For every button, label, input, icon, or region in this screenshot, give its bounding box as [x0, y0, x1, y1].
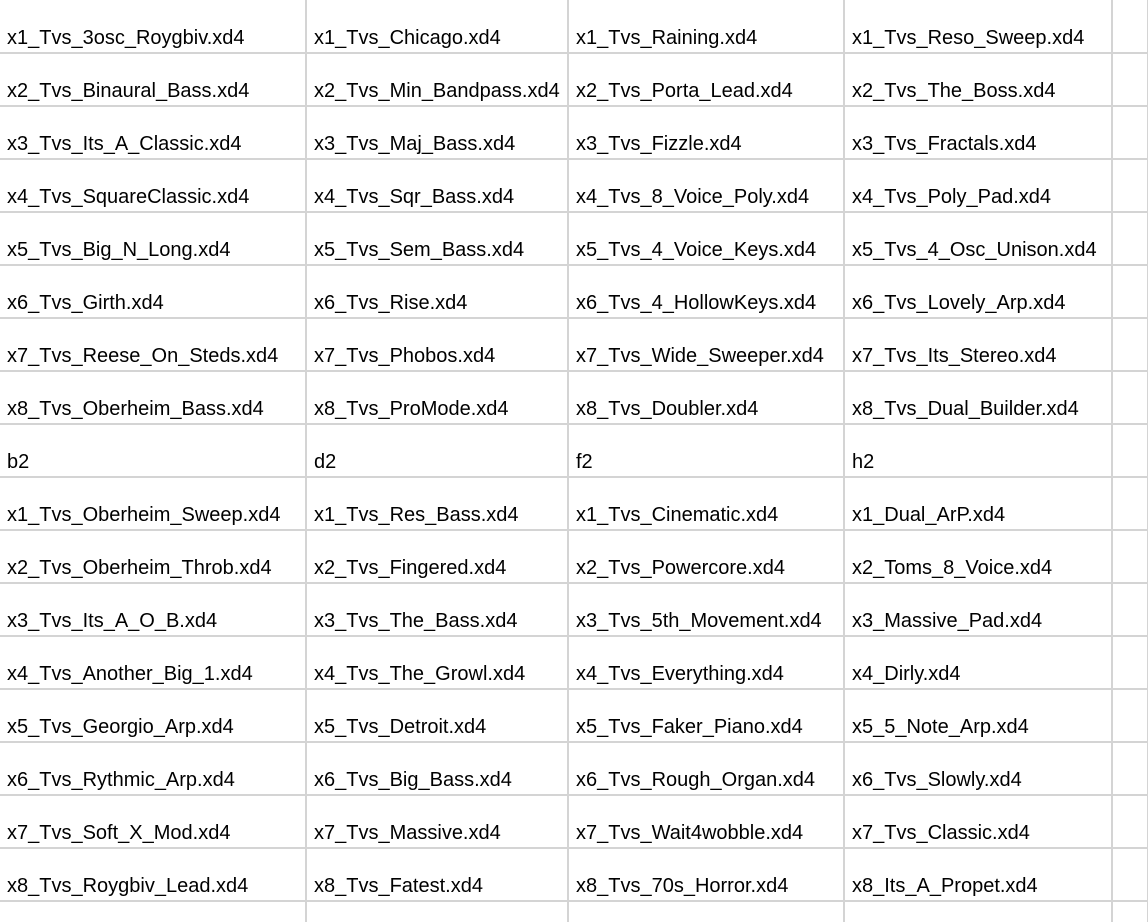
cell-text: x2_Toms_8_Voice.xd4	[852, 557, 1053, 579]
cell-d2[interactable]	[844, 53, 1112, 106]
cell-d10[interactable]	[844, 477, 1112, 530]
cell-b6[interactable]	[306, 265, 568, 318]
cell-text: x6_Tvs_4_HollowKeys.xd4	[576, 292, 817, 314]
cell-d7[interactable]	[844, 318, 1112, 371]
cell-text: f2	[576, 451, 593, 473]
cell-text: x5_Tvs_Sem_Bass.xd4	[314, 239, 525, 261]
cell-text: x5_Tvs_4_Voice_Keys.xd4	[576, 239, 817, 261]
cell-c9[interactable]	[568, 424, 844, 477]
cell-text: x8_Tvs_Roygbiv_Lead.xd4	[7, 875, 249, 897]
cell-a10[interactable]	[0, 477, 306, 530]
cell-b4[interactable]	[306, 159, 568, 212]
cell-b8[interactable]	[306, 371, 568, 424]
cell-text: x3_Tvs_5th_Movement.xd4	[576, 610, 822, 632]
cell-c15[interactable]	[568, 742, 844, 795]
cell-text: x8_Tvs_Oberheim_Bass.xd4	[7, 398, 264, 420]
cell-text: x2_Tvs_Powercore.xd4	[576, 557, 785, 579]
table-row	[0, 477, 1148, 530]
table-row	[0, 901, 1148, 922]
cell-d12[interactable]	[844, 583, 1112, 636]
cell-d4[interactable]	[844, 159, 1112, 212]
cell-e10[interactable]	[1112, 477, 1148, 530]
cell-text: x6_Tvs_Slowly.xd4	[852, 769, 1022, 791]
cell-text: x3_Tvs_The_Bass.xd4	[314, 610, 518, 632]
cell-a3[interactable]	[0, 106, 306, 159]
cell-text: x1_Tvs_Cinematic.xd4	[576, 504, 779, 526]
cell-text: x7_Tvs_Soft_X_Mod.xd4	[7, 822, 231, 844]
cell-e12[interactable]	[1112, 583, 1148, 636]
cell-text: x1_Tvs_Oberheim_Sweep.xd4	[7, 504, 281, 526]
cell-e8[interactable]	[1112, 371, 1148, 424]
cell-c14[interactable]	[568, 689, 844, 742]
cell-text: x6_Tvs_Rythmic_Arp.xd4	[7, 769, 235, 791]
cell-a15[interactable]	[0, 742, 306, 795]
cell-text: x8_Tvs_70s_Horror.xd4	[576, 875, 789, 897]
cell-text: x3_Tvs_Fractals.xd4	[852, 133, 1037, 155]
cell-e3[interactable]	[1112, 106, 1148, 159]
table-row	[0, 583, 1148, 636]
table-row	[0, 0, 1148, 53]
cell-a17[interactable]	[0, 848, 306, 901]
cell-e16[interactable]	[1112, 795, 1148, 848]
cell-c7[interactable]	[568, 318, 844, 371]
cell-c4[interactable]	[568, 159, 844, 212]
cell-text: x1_Tvs_Reso_Sweep.xd4	[852, 27, 1085, 49]
cell-text: x4_Tvs_Sqr_Bass.xd4	[314, 186, 515, 208]
cell-a14[interactable]	[0, 689, 306, 742]
cell-text: x7_Tvs_Classic.xd4	[852, 822, 1030, 844]
cell-text: x5_5_Note_Arp.xd4	[852, 716, 1029, 738]
cell-d6[interactable]	[844, 265, 1112, 318]
cell-d13[interactable]	[844, 636, 1112, 689]
cell-e6[interactable]	[1112, 265, 1148, 318]
table-row	[0, 742, 1148, 795]
cell-text: x6_Tvs_Girth.xd4	[7, 292, 164, 314]
cell-text: x4_Tvs_Another_Big_1.xd4	[7, 663, 253, 685]
cell-e2[interactable]	[1112, 53, 1148, 106]
table-row	[0, 53, 1148, 106]
cell-b14[interactable]	[306, 689, 568, 742]
cell-c13[interactable]	[568, 636, 844, 689]
cell-text: x6_Tvs_Rise.xd4	[314, 292, 468, 314]
cell-d1[interactable]	[844, 0, 1112, 53]
cell-e18[interactable]	[1112, 901, 1148, 922]
cell-e9[interactable]	[1112, 424, 1148, 477]
cell-e1[interactable]	[1112, 0, 1148, 53]
cell-text: h2	[852, 451, 875, 473]
cell-text: x2_Tvs_Binaural_Bass.xd4	[7, 80, 250, 102]
cell-text: x5_Tvs_Faker_Piano.xd4	[576, 716, 803, 738]
cell-text: x7_Tvs_Phobos.xd4	[314, 345, 496, 367]
cell-a9[interactable]	[0, 424, 306, 477]
table-row	[0, 689, 1148, 742]
cell-c3[interactable]	[568, 106, 844, 159]
cell-text: x2_Tvs_Porta_Lead.xd4	[576, 80, 793, 102]
table-row	[0, 530, 1148, 583]
cell-b13[interactable]	[306, 636, 568, 689]
cell-a1[interactable]	[0, 0, 306, 53]
table-row	[0, 636, 1148, 689]
cell-text: x3_Massive_Pad.xd4	[852, 610, 1043, 632]
cell-b11[interactable]	[306, 530, 568, 583]
cell-c6[interactable]	[568, 265, 844, 318]
cell-c16[interactable]	[568, 795, 844, 848]
cell-a16[interactable]	[0, 795, 306, 848]
cell-c1[interactable]	[568, 0, 844, 53]
cell-a11[interactable]	[0, 530, 306, 583]
cell-text: x5_Tvs_Detroit.xd4	[314, 716, 487, 738]
cell-text: d2	[314, 451, 337, 473]
cell-d3[interactable]	[844, 106, 1112, 159]
cell-text: x7_Tvs_Wait4wobble.xd4	[576, 822, 804, 844]
cell-b16[interactable]	[306, 795, 568, 848]
cell-c10[interactable]	[568, 477, 844, 530]
cell-d8[interactable]	[844, 371, 1112, 424]
cell-text: x2_Tvs_Min_Bandpass.xd4	[314, 80, 560, 102]
cell-a8[interactable]	[0, 371, 306, 424]
cell-d11[interactable]	[844, 530, 1112, 583]
cell-c5[interactable]	[568, 212, 844, 265]
cell-text: x1_Dual_ArP.xd4	[852, 504, 1006, 526]
cell-text: x6_Tvs_Lovely_Arp.xd4	[852, 292, 1066, 314]
cell-d17[interactable]	[844, 848, 1112, 901]
cell-c11[interactable]	[568, 530, 844, 583]
cell-text: x5_Tvs_4_Osc_Unison.xd4	[852, 239, 1097, 261]
cell-a13[interactable]	[0, 636, 306, 689]
cell-text: b2	[7, 451, 30, 473]
cell-b9[interactable]	[306, 424, 568, 477]
table-row	[0, 159, 1148, 212]
cell-d15[interactable]	[844, 742, 1112, 795]
cell-b12[interactable]	[306, 583, 568, 636]
cell-d18[interactable]	[844, 901, 1112, 922]
cell-text: x6_Tvs_Big_Bass.xd4	[314, 769, 512, 791]
cell-text: x4_Tvs_SquareClassic.xd4	[7, 186, 250, 208]
cell-text: x1_Tvs_Raining.xd4	[576, 27, 758, 49]
cell-text: x7_Tvs_Its_Stereo.xd4	[852, 345, 1057, 367]
cell-c17[interactable]	[568, 848, 844, 901]
table-row	[0, 848, 1148, 901]
table-row	[0, 371, 1148, 424]
cell-text: x7_Tvs_Wide_Sweeper.xd4	[576, 345, 824, 367]
table-row	[0, 106, 1148, 159]
cell-e15[interactable]	[1112, 742, 1148, 795]
cell-text: x8_Tvs_Dual_Builder.xd4	[852, 398, 1079, 420]
table-row	[0, 265, 1148, 318]
cell-text: x6_Tvs_Rough_Organ.xd4	[576, 769, 816, 791]
cell-d5[interactable]	[844, 212, 1112, 265]
cell-text: x4_Dirly.xd4	[852, 663, 961, 685]
cell-text: x7_Tvs_Massive.xd4	[314, 822, 501, 844]
cell-text: x5_Tvs_Georgio_Arp.xd4	[7, 716, 234, 738]
cell-e7[interactable]	[1112, 318, 1148, 371]
table-row	[0, 795, 1148, 848]
cell-b18[interactable]	[306, 901, 568, 922]
cell-text: x3_Tvs_Maj_Bass.xd4	[314, 133, 516, 155]
cell-text: x2_Tvs_Fingered.xd4	[314, 557, 507, 579]
cell-text: x3_Tvs_Its_A_O_B.xd4	[7, 610, 218, 632]
cell-b2[interactable]	[306, 53, 568, 106]
cell-e13[interactable]	[1112, 636, 1148, 689]
cell-a7[interactable]	[0, 318, 306, 371]
cell-e5[interactable]	[1112, 212, 1148, 265]
cell-e11[interactable]	[1112, 530, 1148, 583]
cell-text: x2_Tvs_Oberheim_Throb.xd4	[7, 557, 272, 579]
cell-a12[interactable]	[0, 583, 306, 636]
cell-d9[interactable]	[844, 424, 1112, 477]
cell-text: x1_Tvs_3osc_Roygbiv.xd4	[7, 27, 245, 49]
cell-e17[interactable]	[1112, 848, 1148, 901]
cell-a5[interactable]	[0, 212, 306, 265]
table-row	[0, 424, 1148, 477]
cell-text: x3_Tvs_Its_A_Classic.xd4	[7, 133, 242, 155]
cell-a2[interactable]	[0, 53, 306, 106]
cell-b1[interactable]	[306, 0, 568, 53]
cell-text: x2_Tvs_The_Boss.xd4	[852, 80, 1056, 102]
cell-text: x3_Tvs_Fizzle.xd4	[576, 133, 742, 155]
cell-text: x7_Tvs_Reese_On_Steds.xd4	[7, 345, 279, 367]
table-row	[0, 318, 1148, 371]
cell-d16[interactable]	[844, 795, 1112, 848]
cell-a6[interactable]	[0, 265, 306, 318]
cell-text: x8_Tvs_ProMode.xd4	[314, 398, 509, 420]
cell-b10[interactable]	[306, 477, 568, 530]
table-row	[0, 212, 1148, 265]
cell-text: x8_Tvs_Doubler.xd4	[576, 398, 759, 420]
cell-text: x8_Tvs_Fatest.xd4	[314, 875, 483, 897]
cell-c12[interactable]	[568, 583, 844, 636]
cell-text: x4_Tvs_8_Voice_Poly.xd4	[576, 186, 810, 208]
cell-c18[interactable]	[568, 901, 844, 922]
cell-c2[interactable]	[568, 53, 844, 106]
cell-b5[interactable]	[306, 212, 568, 265]
cell-c8[interactable]	[568, 371, 844, 424]
cell-d14[interactable]	[844, 689, 1112, 742]
cell-e4[interactable]	[1112, 159, 1148, 212]
cell-b17[interactable]	[306, 848, 568, 901]
cell-text: x8_Its_A_Propet.xd4	[852, 875, 1038, 897]
cell-text: x4_Tvs_The_Growl.xd4	[314, 663, 526, 685]
cell-b3[interactable]	[306, 106, 568, 159]
cell-a4[interactable]	[0, 159, 306, 212]
cell-b15[interactable]	[306, 742, 568, 795]
cell-text: x4_Tvs_Poly_Pad.xd4	[852, 186, 1052, 208]
cell-e14[interactable]	[1112, 689, 1148, 742]
cell-text: x1_Tvs_Chicago.xd4	[314, 27, 501, 49]
cell-text: x5_Tvs_Big_N_Long.xd4	[7, 239, 231, 261]
cell-text: x1_Tvs_Res_Bass.xd4	[314, 504, 519, 526]
cell-b7[interactable]	[306, 318, 568, 371]
cell-text: x4_Tvs_Everything.xd4	[576, 663, 784, 685]
cell-a18[interactable]	[0, 901, 306, 922]
